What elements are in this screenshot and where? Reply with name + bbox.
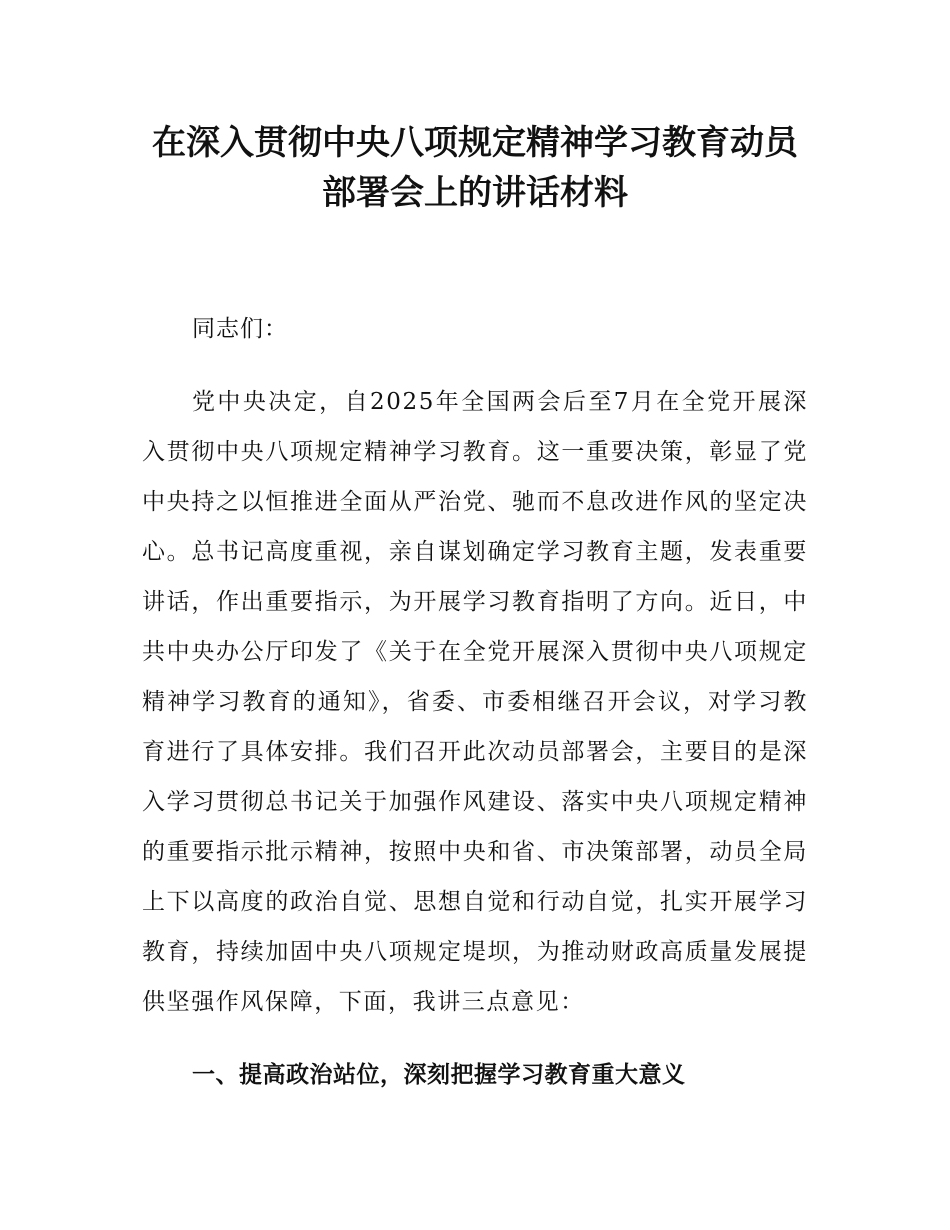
title-line-2: 部署会上的讲话材料	[322, 173, 628, 213]
body-paragraph: 党中央决定，自2025年全国两会后至7月在全党开展深入贯彻中央八项规定精神学习教育。这一重要决策，彰显了党中央持之以恒推进全面从严治党、驰而不息改进作风的坚定决心。总书记高度重视，亲自谋划确定学习教育主题，发表重要讲话，作出重要指示，为开展学习教育指明了方向。近日，中共中央办公厅印发了《关于在全党开展深入贯彻中央八项规定精神学习教育的通知》，省委、市委相继召开会议，对学习教育进行了具体安排。我们召开此次动员部署会，主要目的是深入学习贯彻总书记关于加强作风建设、落实中央八项规定精神的重要指示批示精神，按照中央和省、市决策部署，动员全局上下以高度的政治自觉、思想自觉和行动自觉，扎实开展学习教育，持续加固中央八项规定堤坝，为推动财政高质量发展提供坚强作风保障，下面，我讲三点意见：	[142, 389, 808, 1015]
salutation: 同志们：	[192, 316, 288, 342]
section-heading: 一、提高政治站位，深刻把握学习教育重大意义	[192, 1062, 686, 1088]
title-line-1: 在深入贯彻中央八项规定精神学习教育动员	[152, 123, 798, 163]
document-title	[142, 118, 808, 218]
